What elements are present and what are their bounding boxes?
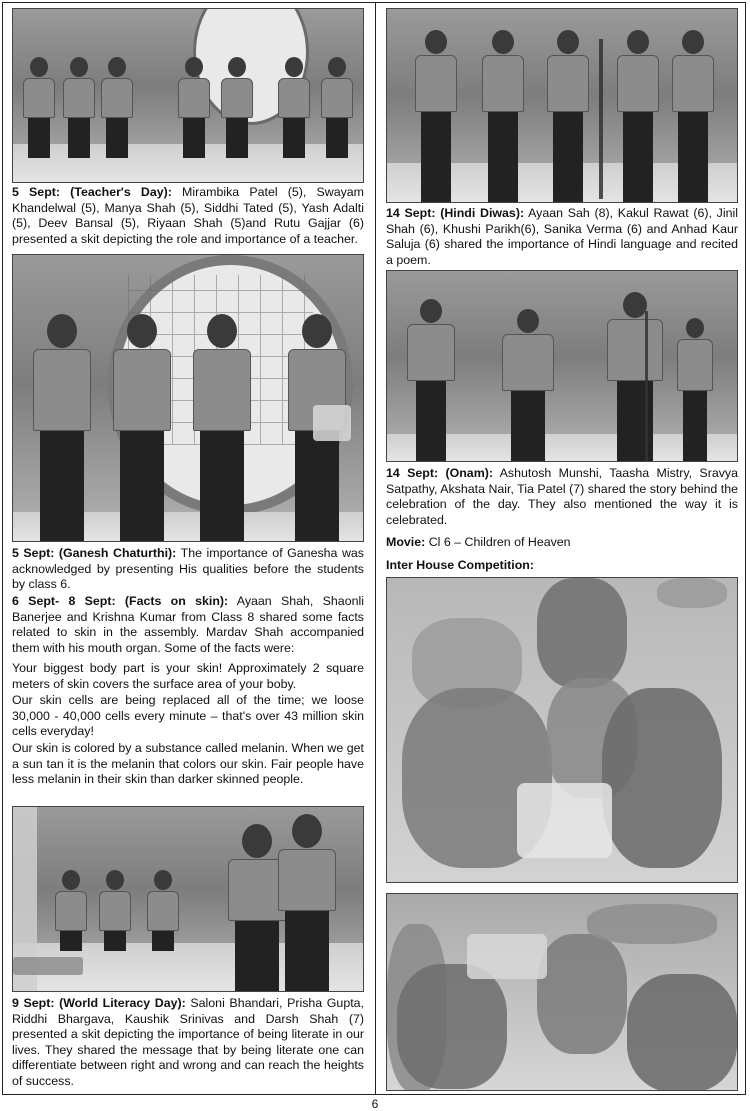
skin-fact-2: Our skin cells are being replaced all of the time; we loose 30,000 - 40,000 cells every minute – that's over 43 million skin cells everyday!: [12, 693, 364, 739]
skin-fact-3: Our skin is colored by a substance called melanin. When we get a sun tan it is the melanin that colors our skin. Fair people have less melanin in their skin than darker skinned people.: [12, 741, 364, 787]
photo-onam: [386, 270, 738, 462]
caption-body: Ayaan Sah (8), Kakul Rawat (6), Jinil Shah (6), Khushi Parikh(6), Sanika Verma (6) and Anhad Kaur Saluja (6) shared the importance of Hindi language and recited a poem.: [386, 206, 738, 267]
caption-heading: 14 Sept: (Onam):: [386, 466, 493, 480]
caption-heading: 6 Sept- 8 Sept: (Facts on skin):: [12, 594, 229, 608]
caption-hindi-diwas: [386, 206, 738, 268]
caption-body: Ashutosh Munshi, Taasha Mistry, Sravya Satpathy, Akshata Nair, Tia Patel (7) shared the story behind the celebration of the day. They also mentioned the way it is celebrated.: [386, 466, 738, 527]
caption-body: Mirambika Patel (5), Swayam Khandelwal (5), Manya Shah (5), Siddhi Tated (5), Yash Adalti (5), Deev Bansal (5), Riyaan Shah (5)and Rutu Gajjar (6) presented a skit depicting the role and importance of a teacher.: [12, 185, 364, 246]
caption-heading: 9 Sept: (World Literacy Day):: [12, 996, 186, 1010]
photo-inter-house-2: [386, 893, 738, 1091]
caption-heading: 5 Sept: (Teacher's Day):: [12, 185, 172, 199]
caption-body: The importance of Ganesha was acknowledged by presenting His qualities before the students by class 6.: [12, 546, 364, 592]
caption-heading: Movie:: [386, 535, 426, 549]
caption-inter-house: [386, 558, 738, 574]
photo-hindi-diwas: [386, 8, 738, 203]
caption-skin: [12, 594, 364, 656]
skin-fact-1: Your biggest body part is your skin! Approximately 2 square meters of skin covers the surface area of your boby.: [12, 661, 364, 691]
caption-literacy: [12, 996, 364, 1090]
photo-teachers-day: [12, 8, 364, 183]
caption-heading: 5 Sept: (Ganesh Chaturthi):: [12, 546, 177, 560]
caption-heading: Inter House Competition:: [386, 558, 534, 572]
caption-body: Cl 6 – Children of Heaven: [425, 535, 571, 549]
photo-ganesh-chaturthi: [12, 254, 364, 542]
caption-onam: [386, 466, 738, 528]
caption-ganesh: [12, 546, 364, 593]
caption-movie: [386, 535, 738, 551]
caption-heading: 14 Sept: (Hindi Diwas):: [386, 206, 525, 220]
caption-teachers-day: [12, 185, 364, 247]
column-divider: [375, 2, 376, 1095]
page-number: 6: [371, 1097, 379, 1111]
photo-world-literacy-day: [12, 806, 364, 992]
caption-body: Ayaan Shah, Shaonli Banerjee and Krishna Kumar from Class 8 shared some facts related to skin in the assembly. Mardav Shah accompanied them with his mouth organ. Some of the facts were:: [12, 594, 364, 655]
caption-body: Saloni Bhandari, Prisha Gupta, Riddhi Bhargava, Kaushik Srinivas and Darsh Shah (7) presented a skit depicting the importance of being literate in our lives. They shared the message that by being literate one can differentiate between right and wrong and can reach the heights of success.: [12, 996, 364, 1088]
photo-inter-house-1: [386, 577, 738, 883]
